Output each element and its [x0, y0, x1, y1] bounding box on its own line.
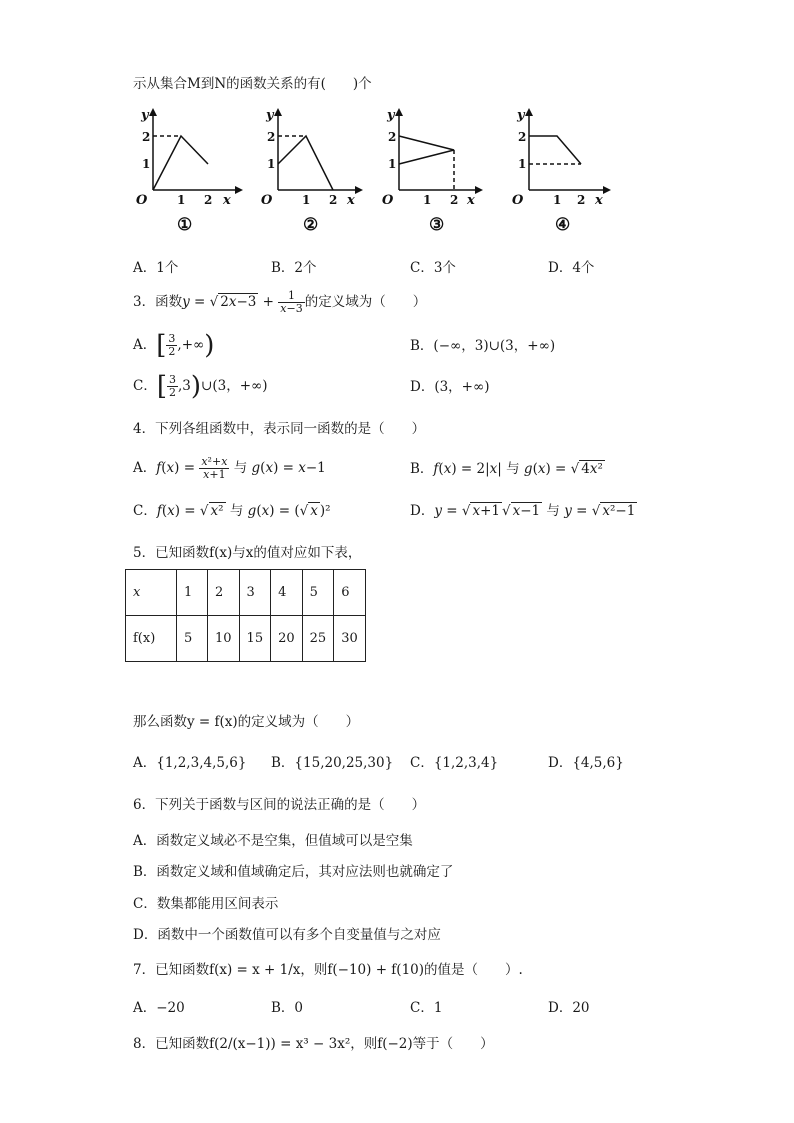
q7-option-c: C．1 — [410, 1000, 443, 1016]
table-cell: 1 — [177, 570, 208, 616]
graph-4-tick-y1: 1 — [518, 157, 527, 171]
table-header-fx: f(x) — [126, 616, 177, 662]
graph-4-y-label: y — [517, 108, 525, 123]
q7-option-a: A．−20 — [133, 1000, 185, 1016]
q2-option-b: B．2个 — [271, 260, 317, 276]
q5-option-c: C．{1,2,3,4} — [410, 755, 499, 771]
table-row — [126, 570, 366, 616]
graph-1-y-label: y — [141, 108, 149, 123]
graph-1-tick-x1: 1 — [177, 193, 186, 207]
q4-option-b: B．f(x) = 2|x| 与 g(x) = √ 4x² — [410, 461, 603, 477]
graph-2-tick-x1: 1 — [302, 193, 311, 207]
graph-2-y-label: y — [266, 108, 274, 123]
q6-option-a: A．函数定义域必不是空集，但值域可以是空集 — [133, 833, 413, 849]
table-cell: 5 — [177, 616, 208, 662]
table-cell: 5 — [302, 570, 334, 616]
graph-1-x-label: x — [223, 193, 231, 208]
q4-stem: 4．下列各组函数中，表示同一函数的是（ ） — [133, 421, 426, 437]
graph-1 — [149, 108, 243, 194]
q3-stem-suffix: 的定义域为（ ） — [304, 294, 427, 310]
table-cell: 30 — [334, 616, 366, 662]
q6-option-c: C．数集都能用区间表示 — [133, 896, 279, 912]
graph-3-tick-x1: 1 — [423, 193, 432, 207]
table-cell: 6 — [334, 570, 366, 616]
graph-3-x-label: x — [467, 193, 475, 208]
graph-3-tick-y2: 2 — [388, 130, 397, 144]
graph-4-tick-x2: 2 — [577, 193, 586, 207]
q3-stem: 3．函数y = √ 2x−3 + $\frac{1}{x-3}$ 的定义域为（ ） — [133, 289, 427, 315]
q5-follow: 那么函数y = f(x)的定义域为（ ） — [133, 714, 360, 730]
q2-option-d: D．4个 — [548, 260, 595, 276]
table-cell: 15 — [239, 616, 271, 662]
graph-1-label: ① — [177, 215, 193, 235]
table-cell: 25 — [302, 616, 334, 662]
q5-option-d: D．{4,5,6} — [548, 755, 624, 771]
graph-1-tick-y2: 2 — [142, 130, 151, 144]
graph-1-origin: O — [136, 193, 148, 208]
graph-4-label: ④ — [555, 215, 571, 235]
graph-3-tick-y1: 1 — [388, 157, 397, 171]
table-cell: 10 — [208, 616, 240, 662]
q8-stem: 8．已知函数f(2/(x−1)) = x³ − 3x²，则f(−2)等于（ ） — [133, 1036, 494, 1052]
graph-4-x-label: x — [595, 193, 603, 208]
q3-option-a: A．[ $\frac{3}{2}$ ,+∞) — [133, 330, 215, 361]
graph-2-tick-y2: 2 — [267, 130, 276, 144]
q7-option-b: B．0 — [271, 1000, 304, 1016]
table-cell: 4 — [271, 570, 303, 616]
table-row — [126, 616, 366, 662]
graph-4-tick-x1: 1 — [553, 193, 562, 207]
graph-4-tick-y2: 2 — [518, 130, 527, 144]
table-cell: 3 — [239, 570, 271, 616]
q3-option-b: B．(−∞，3)∪(3，+∞) — [410, 338, 556, 354]
table-cell: 2 — [208, 570, 240, 616]
q4-option-c: C．f(x) = √ x² 与 g(x) = (√ x )² — [133, 503, 331, 519]
q6-option-b: B．函数定义域和值域确定后，其对应法则也就确定了 — [133, 864, 454, 880]
graph-2-label: ② — [303, 215, 319, 235]
q7-option-d: D．20 — [548, 1000, 590, 1016]
graph-2-tick-x2: 2 — [329, 193, 338, 207]
table-header-x: x — [126, 570, 177, 616]
q6-stem: 6．下列关于函数与区间的说法正确的是（ ） — [133, 797, 426, 813]
graph-3-y-label: y — [387, 108, 395, 123]
graph-2-tick-y1: 1 — [267, 157, 276, 171]
q5-option-a: A．{1,2,3,4,5,6} — [133, 755, 247, 771]
graph-3-tick-x2: 2 — [450, 193, 459, 207]
graphs-figure — [125, 100, 645, 240]
graph-3-label: ③ — [429, 215, 445, 235]
intro-text: 示从集合M到N的函数关系的有( )个 — [133, 76, 372, 92]
q2-option-a: A．1个 — [133, 260, 179, 276]
graph-4-origin: O — [512, 193, 524, 208]
q4-option-a: A．f(x) = $\frac{\text{x²+x}}{x+1}$ 与 g(x) = x−1 — [133, 455, 326, 481]
q5-stem: 5．已知函数f(x)与x的值对应如下表， — [133, 545, 362, 561]
graph-1-tick-x2: 2 — [204, 193, 213, 207]
table-cell: 20 — [271, 616, 303, 662]
q6-option-d: D．函数中一个函数值可以有多个自变量值与之对应 — [133, 927, 441, 943]
graph-2-origin: O — [261, 193, 273, 208]
graph-3 — [395, 108, 483, 194]
q3-stem-prefix: 3．函数 — [133, 294, 183, 310]
q5-table — [125, 569, 366, 662]
graph-2-x-label: x — [347, 193, 355, 208]
graph-1-tick-y1: 1 — [142, 157, 151, 171]
q4-option-d: D．y = √ x+1 √ x−1 与 y = √ x²−1 — [410, 503, 636, 519]
graph-3-origin: O — [382, 193, 394, 208]
q5-option-b: B．{15,20,25,30} — [271, 755, 394, 771]
graph-4 — [525, 108, 611, 194]
q3-option-c: C．[ $\frac{3}{2}$ ,3)∪(3，+∞) — [133, 371, 268, 402]
q7-stem: 7．已知函数f(x) = x + 1/x，则f(−10) + f(10)的值是（ ）. — [133, 962, 523, 978]
q2-option-c: C．3个 — [410, 260, 456, 276]
graph-2 — [274, 108, 363, 194]
q3-option-d: D．(3，+∞) — [410, 379, 490, 395]
